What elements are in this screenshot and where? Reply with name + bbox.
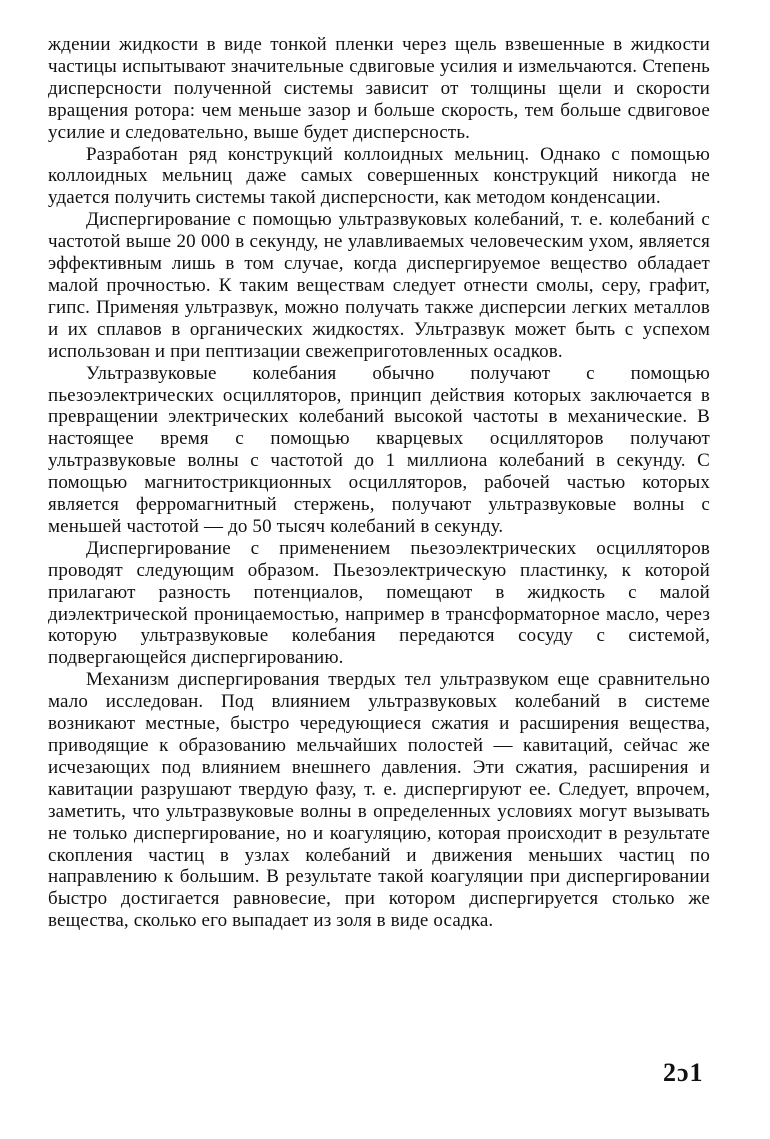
paragraph-4: Ультразвуковые колебания обычно получают с помощью пьезоэлектрических осцилляторов, принцип действия которых заключается в превращении электрических колебаний высокой частоты в механические. В настоящее время с помощью кварцевых осцилляторов получают ультразвуковые волны с частотой до 1 миллиона колебаний в секунду. С помощью магнитострикционных осцилляторов, рабочей частью которых является ферромагнитный стержень, получают ультразвуковые волны с меньшей частотой — до 50 тысяч колебаний в секунду. [48, 362, 710, 537]
page-body [48, 34, 710, 932]
paragraph-2: Разработан ряд конструкций коллоидных мельниц. Однако с помощью коллоидных мельниц даже самых совершенных конструкций никогда не удается получить системы такой дисперсности, как методом конденсации. [48, 143, 710, 209]
page-number: 2ɔ1 [663, 1058, 704, 1087]
paragraph-5: Диспергирование с применением пьезоэлектрических осцилляторов проводят следующим образом. Пьезоэлектрическую пластинку, к которой прилагают разность потенциалов, помещают в жидкость с малой диэлектрической проницаемостью, например в трансформаторное масло, через которую ультразвуковые колебания передаются сосуду с системой, подвергающейся диспергированию. [48, 537, 710, 669]
paragraph-3: Диспергирование с помощью ультразвуковых колебаний, т. е. колебаний с частотой выше 20 000 в секунду, не улавливаемых человеческим ухом, является эффективным лишь в том случае, когда диспергируемое вещество обладает малой прочностью. К таким веществам следует отнести смолы, серу, графит, гипс. Применяя ультразвук, можно получать также дисперсии легких металлов и их сплавов в органических жидкостях. Ультразвук может быть с успехом использован и при пептизации свежеприготовленных осадков. [48, 209, 710, 362]
paragraph-1: ждении жидкости в виде тонкой пленки через щель взвешенные в жидкости частицы испытывают значительные сдвиговые усилия и измельчаются. Степень дисперсности полученной системы зависит от толщины щели и скорости вращения ротора: чем меньше зазор и больше скорость, тем больше сдвиговое усилие и следовательно, выше будет дисперсность. [48, 34, 710, 143]
paragraph-6: Механизм диспергирования твердых тел ультразвуком еще сравнительно мало исследован. Под влиянием ультразвуковых колебаний в системе возникают местные, быстро чередующиеся сжатия и расширения вещества, приводящие к образованию мельчайших полостей — кавитаций, сейчас же исчезающих под влиянием внешнего давления. Эти сжатия, расширения и кавитации разрушают твердую фазу, т. е. диспергируют ее. Следует, впрочем, заметить, что ультразвуковые волны в определенных условиях могут вызывать не только диспергирование, но и коагуляцию, которая происходит в результате скопления частиц в узлах колебаний и движения меньших частиц по направлению к большим. В результате такой коагуляции при диспергировании быстро достигается равновесие, при котором диспергируется столько же вещества, сколько его выпадает из золя в виде осадка. [48, 669, 710, 932]
